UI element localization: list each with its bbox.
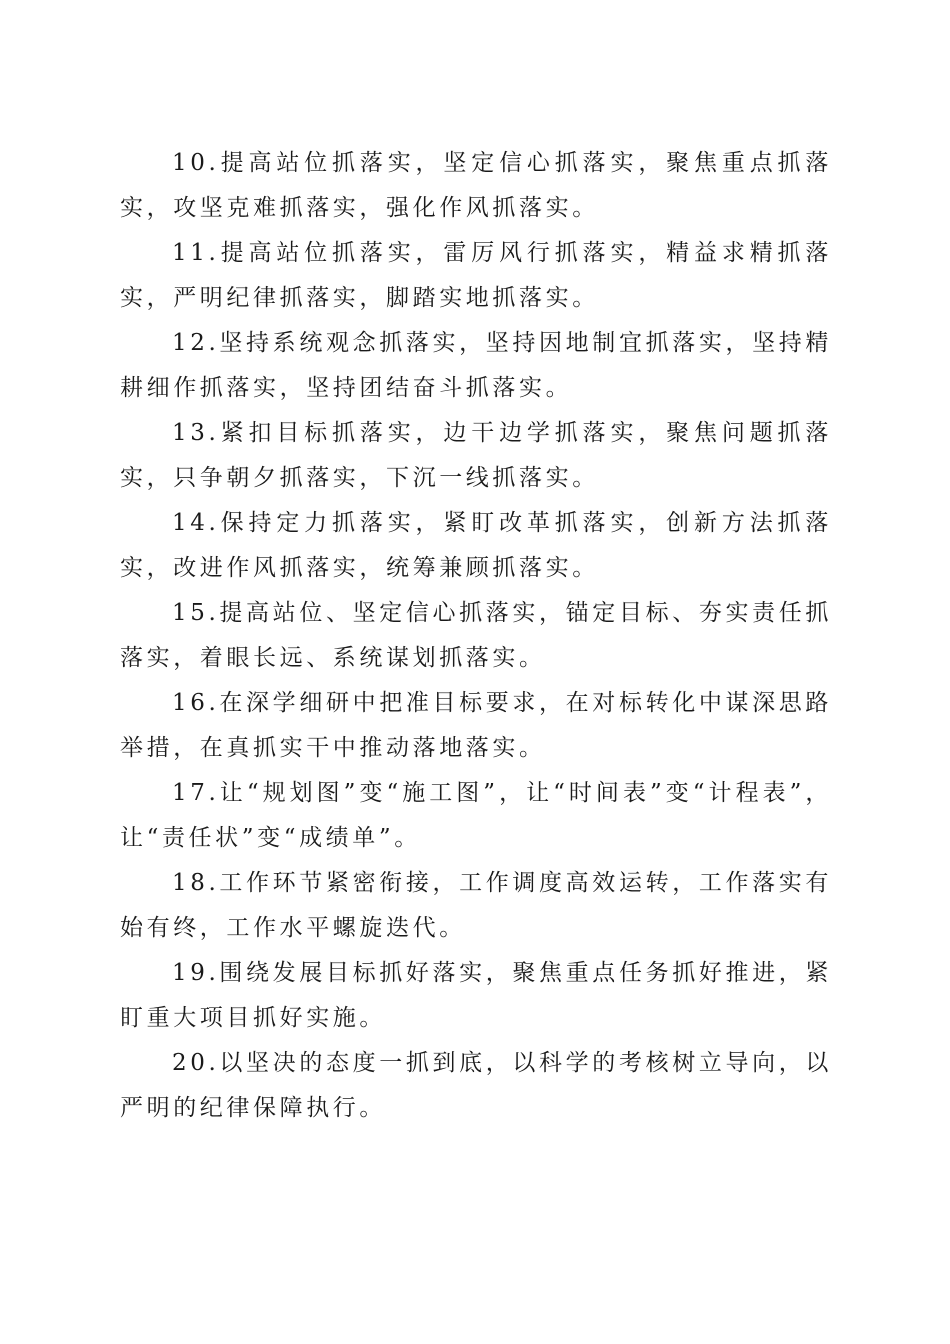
list-item: 16.在深学细研中把准目标要求，在对标转化中谋深思路举措，在真抓实干中推动落地落实。 [120, 690, 832, 761]
list-item: 14.保持定力抓落实，紧盯改革抓落实，创新方法抓落实，改进作风抓落实，统筹兼顾抓落实。 [120, 510, 832, 581]
document-body [120, 141, 832, 1131]
list-item: 19.围绕发展目标抓好落实，聚焦重点任务抓好推进，紧盯重大项目抓好实施。 [120, 960, 832, 1031]
list-item: 18.工作环节紧密衔接，工作调度高效运转，工作落实有始有终，工作水平螺旋迭代。 [120, 870, 832, 941]
list-item: 10.提高站位抓落实，坚定信心抓落实，聚焦重点抓落实，攻坚克难抓落实，强化作风抓落实。 [120, 150, 832, 221]
list-item: 13.紧扣目标抓落实，边干边学抓落实，聚焦问题抓落实，只争朝夕抓落实，下沉一线抓落实。 [120, 420, 832, 491]
list-item: 11.提高站位抓落实，雷厉风行抓落实，精益求精抓落实，严明纪律抓落实，脚踏实地抓落实。 [120, 240, 832, 311]
list-item: 20.以坚决的态度一抓到底，以科学的考核树立导向，以严明的纪律保障执行。 [120, 1050, 832, 1121]
list-item: 15.提高站位、坚定信心抓落实，锚定目标、夯实责任抓落实，着眼长远、系统谋划抓落实。 [120, 600, 832, 671]
list-item: 12.坚持系统观念抓落实，坚持因地制宜抓落实，坚持精耕细作抓落实，坚持团结奋斗抓落实。 [120, 330, 832, 401]
list-item: 17.让“规划图”变“施工图”，让“时间表”变“计程表”，让“责任状”变“成绩单”。 [120, 780, 832, 851]
